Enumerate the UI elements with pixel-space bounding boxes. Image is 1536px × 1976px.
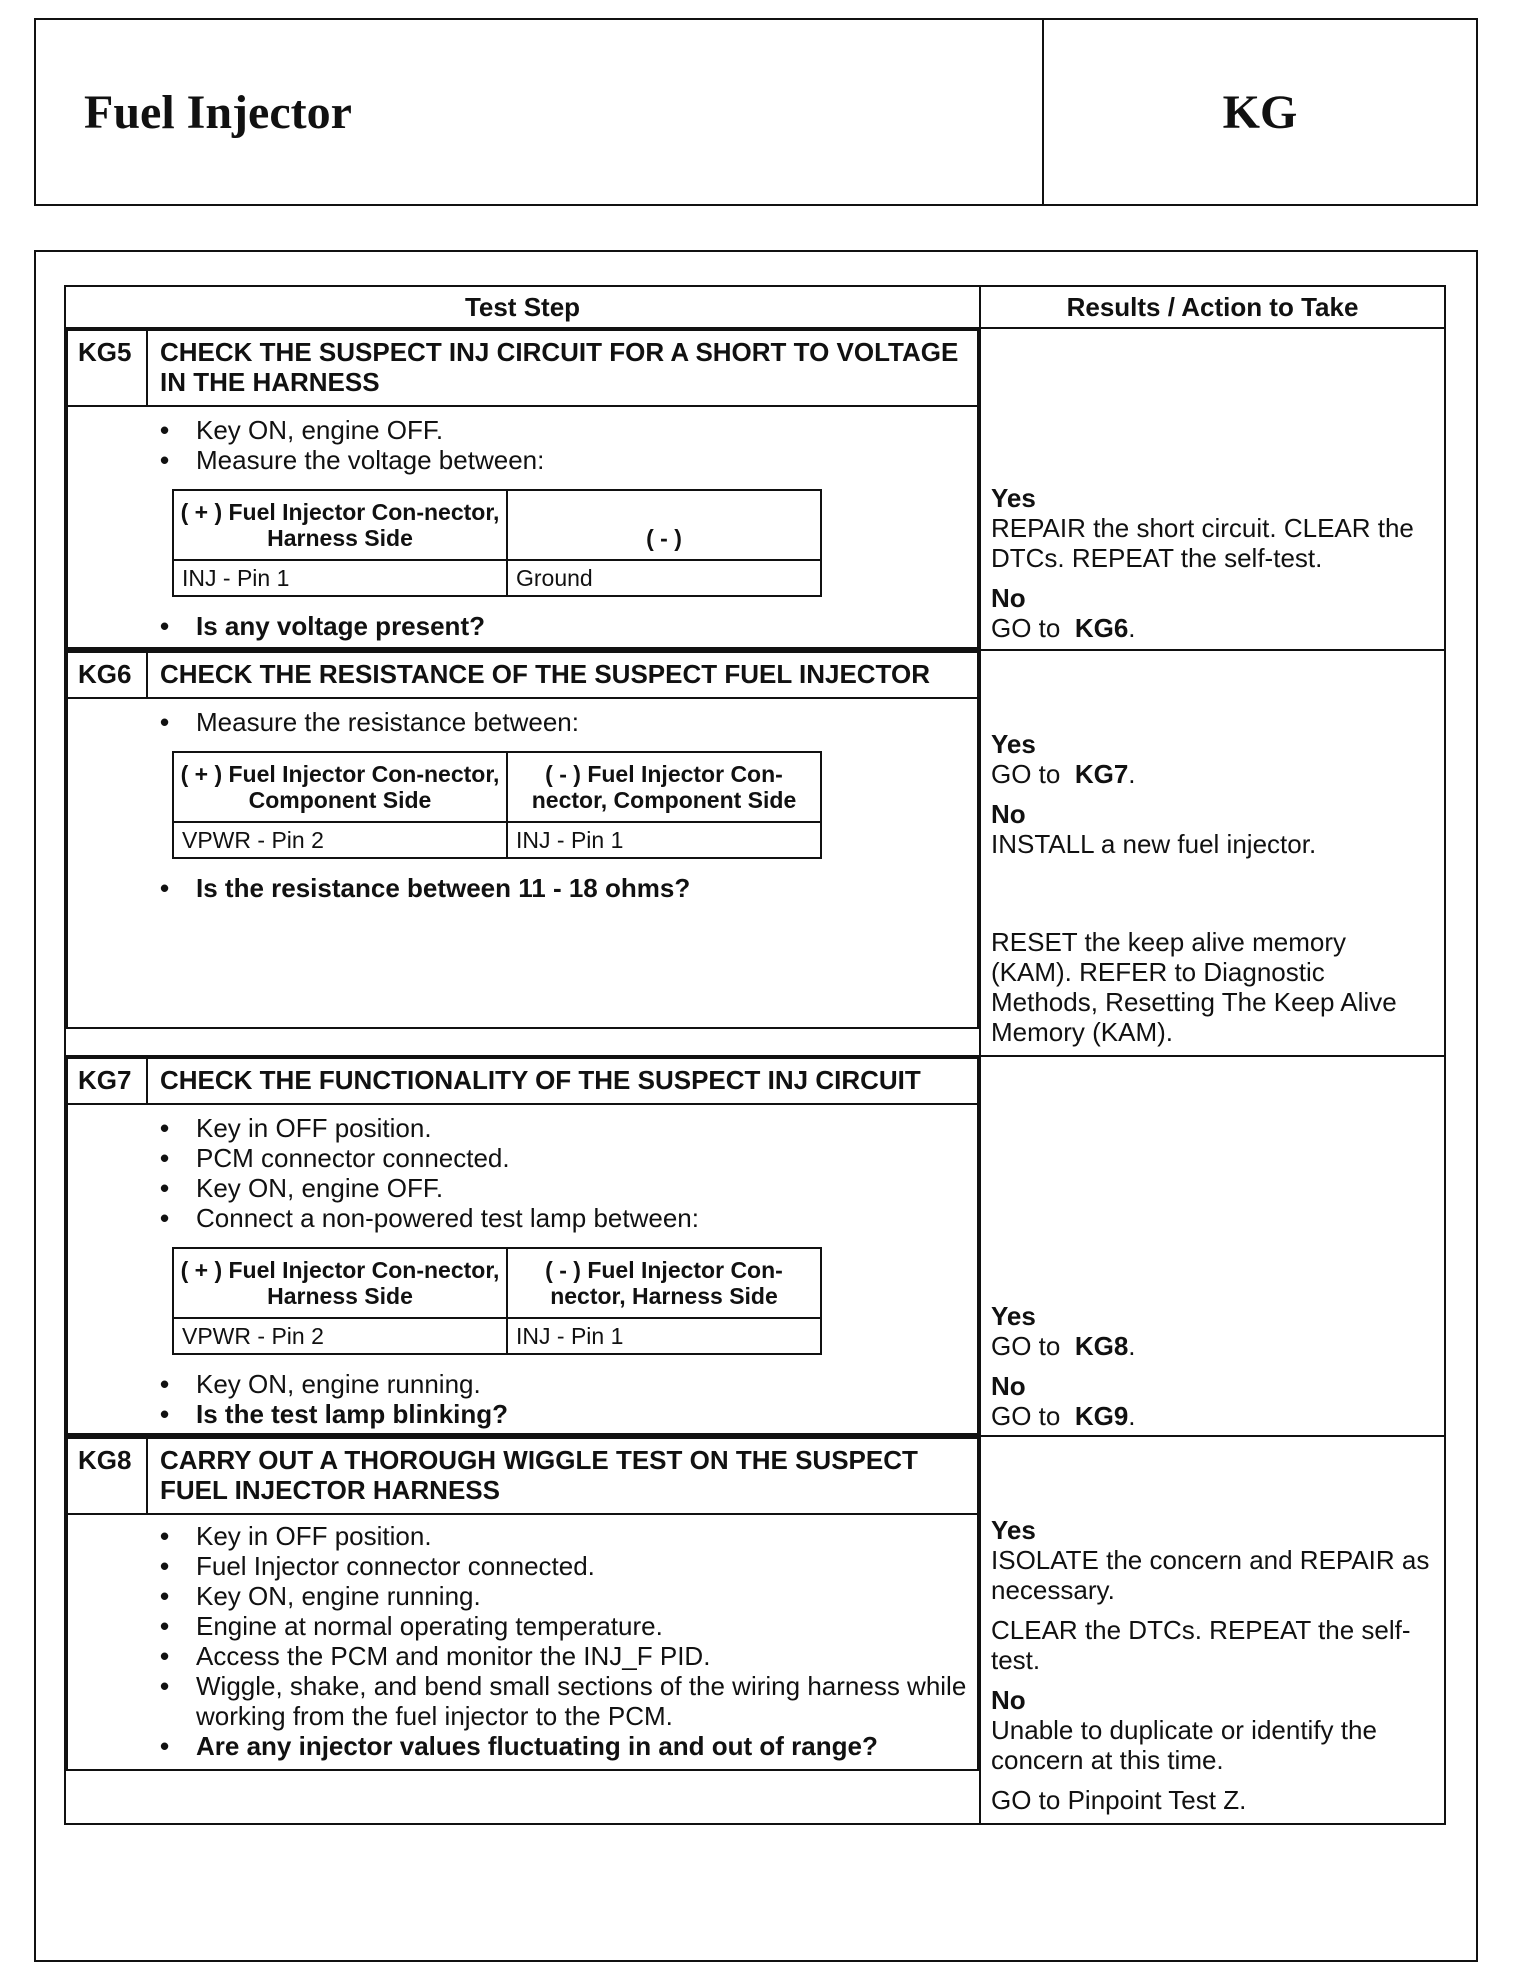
step-bullets bbox=[156, 1521, 967, 1761]
list-item: • Key ON, engine running. bbox=[156, 1369, 967, 1399]
list-item: • Wiggle, shake, and bend small sections of the wiring harness while working from the fuel injector to the PCM. bbox=[156, 1671, 967, 1731]
yes-label: Yes bbox=[991, 483, 1036, 513]
result-cell bbox=[980, 650, 1445, 1056]
step-title: CARRY OUT A THOROUGH WIGGLE TEST ON THE SUSPECT FUEL INJECTOR HARNESS bbox=[147, 1438, 978, 1514]
step-id: KG5 bbox=[67, 330, 147, 406]
connector-value-minus: INJ - Pin 1 bbox=[507, 822, 821, 858]
step-bullets bbox=[156, 415, 967, 475]
section-code: KG bbox=[1222, 85, 1298, 139]
step-link-kg7[interactable]: KG7 bbox=[1074, 759, 1129, 789]
list-item: • Key ON, engine running. bbox=[156, 1581, 967, 1611]
step-id: KG8 bbox=[67, 1438, 147, 1514]
list-item: • Fuel Injector connector connected. bbox=[156, 1551, 967, 1581]
list-item: • Key ON, engine OFF. bbox=[156, 415, 967, 445]
connector-header-minus: ( - ) Fuel Injector Con-nector, Harness Side bbox=[507, 1248, 821, 1318]
yes-action: GO to KG7. bbox=[991, 759, 1136, 789]
connector-table bbox=[172, 1247, 822, 1355]
step-question: • Is the test lamp blinking? bbox=[156, 1399, 967, 1429]
title-box bbox=[34, 18, 1478, 206]
step-row-kg5 bbox=[65, 328, 1445, 650]
no-action: GO to KG6. bbox=[991, 613, 1136, 643]
step-id: KG6 bbox=[67, 652, 147, 698]
step-question: • Are any injector values fluctuating in and out of range? bbox=[156, 1731, 967, 1761]
connector-table bbox=[172, 489, 822, 597]
step-row-kg8 bbox=[65, 1436, 1445, 1824]
result-cell bbox=[980, 1056, 1445, 1436]
yes-label: Yes bbox=[991, 1301, 1036, 1331]
yes-label: Yes bbox=[991, 1515, 1036, 1545]
kam-note: RESET the keep alive memory (KAM). REFER to Diagnostic Methods, Resetting The Keep Alive Memory (KAM). bbox=[991, 927, 1397, 1047]
yes-action: ISOLATE the concern and REPAIR as necessary. bbox=[991, 1545, 1430, 1605]
connector-header-minus: ( - ) bbox=[507, 490, 821, 560]
pinpoint-link[interactable]: GO to Pinpoint Test Z. bbox=[991, 1785, 1247, 1815]
list-item: • PCM connector connected. bbox=[156, 1143, 967, 1173]
col-header-results: Results / Action to Take bbox=[980, 286, 1445, 328]
step-bullets bbox=[156, 707, 967, 737]
no-action: INSTALL a new fuel injector. bbox=[991, 829, 1317, 859]
step-question: • Is any voltage present? bbox=[156, 611, 967, 641]
step-title: CHECK THE FUNCTIONALITY OF THE SUSPECT INJ CIRCUIT bbox=[147, 1058, 978, 1104]
result-cell bbox=[980, 1436, 1445, 1824]
connector-value-minus: INJ - Pin 1 bbox=[507, 1318, 821, 1354]
step-row-kg6 bbox=[65, 650, 1445, 1056]
connector-value-plus: VPWR - Pin 2 bbox=[173, 822, 507, 858]
step-row-kg7 bbox=[65, 1056, 1445, 1436]
test-step-table bbox=[64, 285, 1446, 1825]
step-title: CHECK THE RESISTANCE OF THE SUSPECT FUEL INJECTOR bbox=[147, 652, 978, 698]
no-label: No bbox=[991, 1371, 1026, 1401]
list-item: • Connect a non-powered test lamp between: bbox=[156, 1203, 967, 1233]
list-item: • Engine at normal operating temperature. bbox=[156, 1611, 967, 1641]
no-label: No bbox=[991, 799, 1026, 829]
page-title: Fuel Injector bbox=[84, 85, 352, 139]
list-item: • Key ON, engine OFF. bbox=[156, 1173, 967, 1203]
step-cell bbox=[65, 1436, 980, 1824]
table-header-row bbox=[65, 286, 1445, 328]
connector-header-plus: ( + ) Fuel Injector Con-nector, Component Side bbox=[173, 752, 507, 822]
no-action: Unable to duplicate or identify the concern at this time. bbox=[991, 1715, 1377, 1775]
step-cell bbox=[65, 1056, 980, 1436]
step-cell bbox=[65, 328, 980, 650]
step-question: • Is the resistance between 11 - 18 ohms? bbox=[156, 873, 967, 903]
yes-action-2: CLEAR the DTCs. REPEAT the self-test. bbox=[991, 1615, 1411, 1675]
yes-action: GO to KG8. bbox=[991, 1331, 1136, 1361]
connector-header-plus: ( + ) Fuel Injector Con-nector, Harness Side bbox=[173, 1248, 507, 1318]
list-item: • Measure the resistance between: bbox=[156, 707, 967, 737]
title-cell bbox=[36, 20, 1044, 204]
no-action: GO to KG9. bbox=[991, 1401, 1136, 1431]
list-item: • Key in OFF position. bbox=[156, 1521, 967, 1551]
col-header-test-step: Test Step bbox=[65, 286, 980, 328]
result-cell bbox=[980, 328, 1445, 650]
step-title: CHECK THE SUSPECT INJ CIRCUIT FOR A SHORT TO VOLTAGE IN THE HARNESS bbox=[147, 330, 978, 406]
step-id: KG7 bbox=[67, 1058, 147, 1104]
step-link-kg8[interactable]: KG8 bbox=[1074, 1331, 1129, 1361]
yes-action: REPAIR the short circuit. CLEAR the DTCs. REPEAT the self-test. bbox=[991, 513, 1414, 573]
list-item: • Measure the voltage between: bbox=[156, 445, 967, 475]
no-label: No bbox=[991, 583, 1026, 613]
list-item: • Access the PCM and monitor the INJ_F PID. bbox=[156, 1641, 967, 1671]
connector-value-minus: Ground bbox=[507, 560, 821, 596]
step-link-kg6[interactable]: KG6 bbox=[1074, 613, 1129, 643]
connector-table bbox=[172, 751, 822, 859]
yes-label: Yes bbox=[991, 729, 1036, 759]
connector-header-plus: ( + ) Fuel Injector Con-nector, Harness Side bbox=[173, 490, 507, 560]
code-cell bbox=[1044, 20, 1476, 204]
no-label: No bbox=[991, 1685, 1026, 1715]
list-item: • Key in OFF position. bbox=[156, 1113, 967, 1143]
connector-value-plus: INJ - Pin 1 bbox=[173, 560, 507, 596]
step-link-kg9[interactable]: KG9 bbox=[1074, 1401, 1129, 1431]
step-bullets bbox=[156, 1113, 967, 1233]
step-cell bbox=[65, 650, 980, 1056]
connector-header-minus: ( - ) Fuel Injector Con-nector, Component Side bbox=[507, 752, 821, 822]
connector-value-plus: VPWR - Pin 2 bbox=[173, 1318, 507, 1354]
